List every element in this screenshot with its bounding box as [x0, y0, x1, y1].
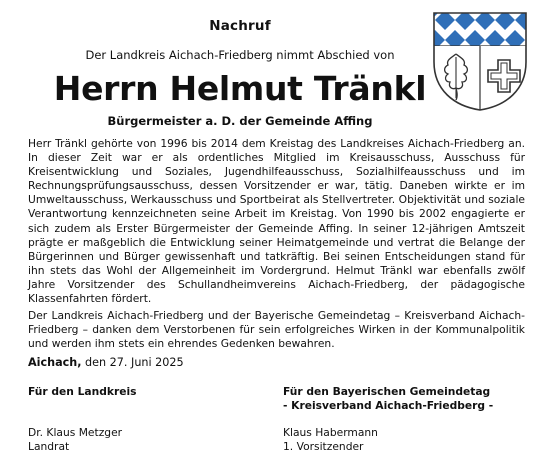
deceased-name: Herrn Helmut Tränkl [53, 69, 427, 108]
coat-of-arms-icon [431, 10, 529, 112]
deceased-title: Bürgermeister a. D. der Gemeinde Affing [107, 114, 373, 128]
signature-org-subline: - Kreisverband Aichach-Friedberg - [283, 398, 494, 412]
date: den 27. Juni 2025 [81, 356, 184, 369]
signature-name: Dr. Klaus Metzger [28, 426, 123, 439]
signature-name: Klaus Habermann [283, 426, 378, 439]
body-paragraph: Herr Tränkl gehörte von 1996 bis 2014 dem Kreistag des Landkreises Aichach-Friedberg an. In dieser Zeit war er als ordentliches Mitglied im Kreisausschuss, Ausschuss für Kreisentwicklung und Soziales, Jugendhilfeausschuss, Sozialhilfeausschuss und im Rechnungsprüfungsausschuss, dessen Vorsitzender er war, tätig. Daneben wirkte er im Umweltausschuss, Werkausschuss und Sportbeirat als Stellvertreter. Objektivität und soziale Verantwortung kennzeichneten seine Arbeit im Kreistag. Von 1990 bis 2002 engagierte er sich zudem als Erster Bürgermeister der Gemeinde Affing. In seiner 12-jährigen Amtszeit prägte er maßgeblich die Entwicklung seiner Heimatgemeinde und vertrat die Belange der Bürgerinnen und Bürger gewissenhaft und tatkräftig. Bei seinen Entscheidungen stand für ihn stets das Wohl der Allgemeinheit im Vordergrund. Helmut Tränkl war ebenfalls zwölf Jahre Vorsitzender des Schullandheimvereins Aichach-Friedberg, der pädagogische Klassenfahrten fördert. [28, 137, 525, 306]
signature-role: Landrat [28, 439, 70, 453]
signature-role: 1. Vorsitzender [283, 439, 364, 453]
signature-block-left [28, 385, 137, 453]
signature-org: Für den Landkreis [28, 385, 137, 398]
intro-line: Der Landkreis Aichach-Friedberg nimmt Abschied von [85, 48, 395, 62]
signature-org-spacer [28, 399, 137, 413]
signature-org: Für den Bayerischen Gemeindetag [283, 385, 491, 398]
signature-block-right [283, 385, 493, 453]
notice-heading: Nachruf [209, 18, 271, 34]
obituary-body [28, 137, 525, 351]
place-and-date [28, 356, 184, 369]
place: Aichach, [28, 356, 82, 369]
body-paragraph: Der Landkreis Aichach-Friedberg und der Bayerische Gemeindetag – Kreisverband Aichach-Friedberg – danken dem Verstorbenen für sein erfolgreiches Wirken in der Kommunalpolitik und werden ihm stets ein ehrendes Gedenken bewahren. [28, 309, 525, 351]
